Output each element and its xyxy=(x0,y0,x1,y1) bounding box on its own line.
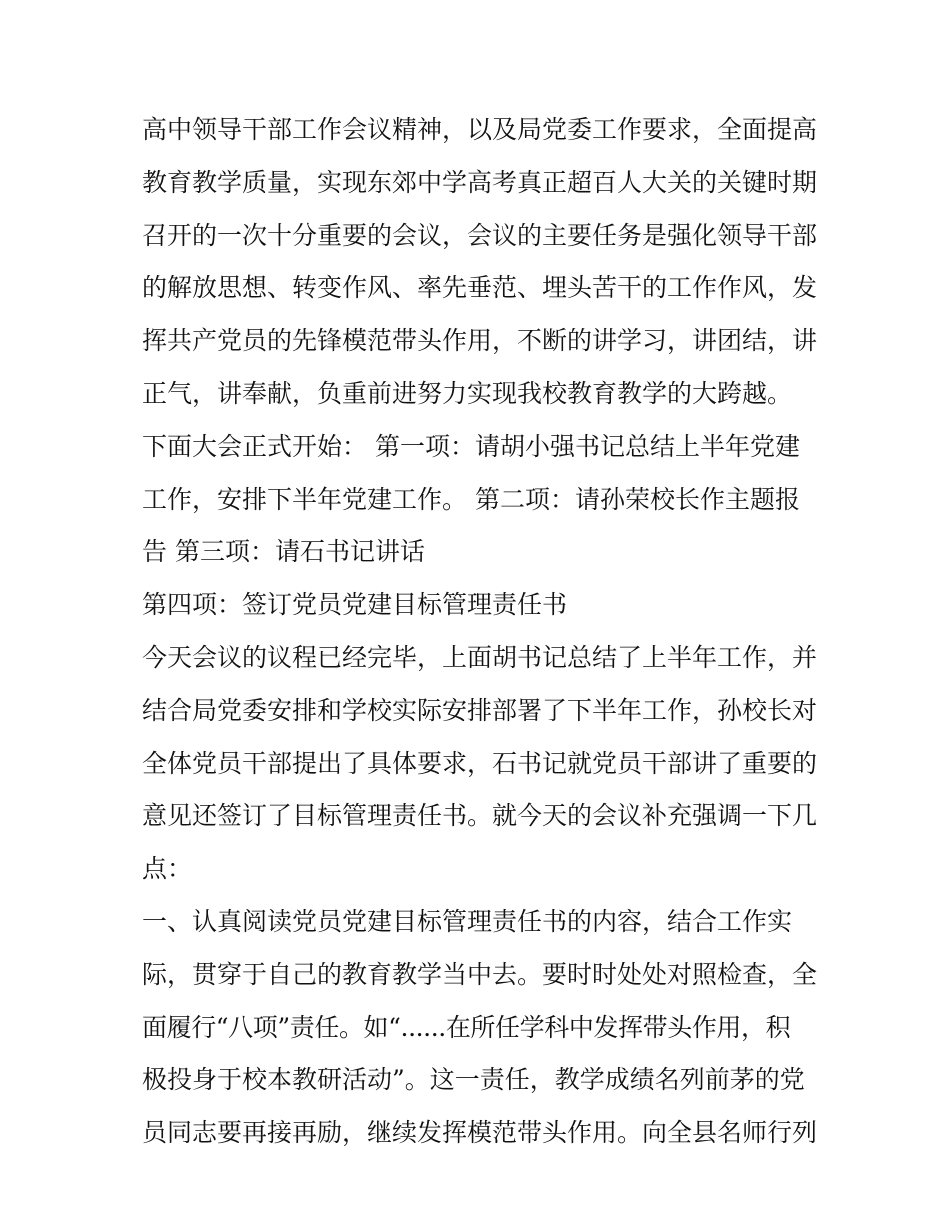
text-line: 召开的一次十分重要的会议，会议的主要任务是强化领导干部 xyxy=(142,220,818,250)
text-line: 结合局党委安排和学校实际安排部署了下半年工作，孙校长对 xyxy=(142,695,818,725)
text-line: 高中领导干部工作会议精神，以及局党委工作要求，全面提高 xyxy=(142,115,818,144)
text-line: 全体党员干部提出了具体要求，石书记就党员干部讲了重要的 xyxy=(142,748,818,778)
text-line: 教育教学质量，实现东郊中学高考真正超百人大关的关键时期 xyxy=(142,167,818,197)
text-line: 挥共产党员的先锋模范带头作用，不断的讲学习，讲团结，讲 xyxy=(142,326,818,356)
text-line: 极投身于校本教研活动”。这一责任，教学成绩名列前茅的党 xyxy=(142,1065,805,1095)
text-line: 告 第三项：请石书记讲话 xyxy=(142,537,425,567)
text-line: 际，贯穿于自己的教育教学当中去。要时时处处对照检查，全 xyxy=(142,959,818,989)
text-line: 面履行“八项”责任。如“......在所任学科中发挥带头作用，积 xyxy=(142,1012,791,1042)
text-line: 今天会议的议程已经完毕，上面胡书记总结了上半年工作，并 xyxy=(142,642,818,672)
body-text xyxy=(142,104,832,1160)
text-line: 的解放思想、转变作风、率先垂范、埋头苦干的工作作风，发 xyxy=(142,273,818,303)
text-line: 下面大会正式开始： 第一项：请胡小强书记总结上半年党建 xyxy=(142,431,800,461)
text-line: 员同志要再接再励，继续发挥模范带头作用。向全县名师行列 xyxy=(142,1118,818,1148)
text-line: 工作，安排下半年党建工作。 第二项：请孙荣校长作主题报 xyxy=(142,484,800,514)
text-line: 第四项：签订党员党建目标管理责任书 xyxy=(142,590,568,620)
text-line: 意见还签订了目标管理责任书。就今天的会议补充强调一下几 xyxy=(142,801,818,831)
text-line: 一、认真阅读党员党建目标管理责任书的内容，结合工作实 xyxy=(142,906,793,936)
text-line: 正气，讲奉献，负重前进努力实现我校教育教学的大跨越。 xyxy=(142,378,793,408)
text-line: 点： xyxy=(142,854,193,884)
